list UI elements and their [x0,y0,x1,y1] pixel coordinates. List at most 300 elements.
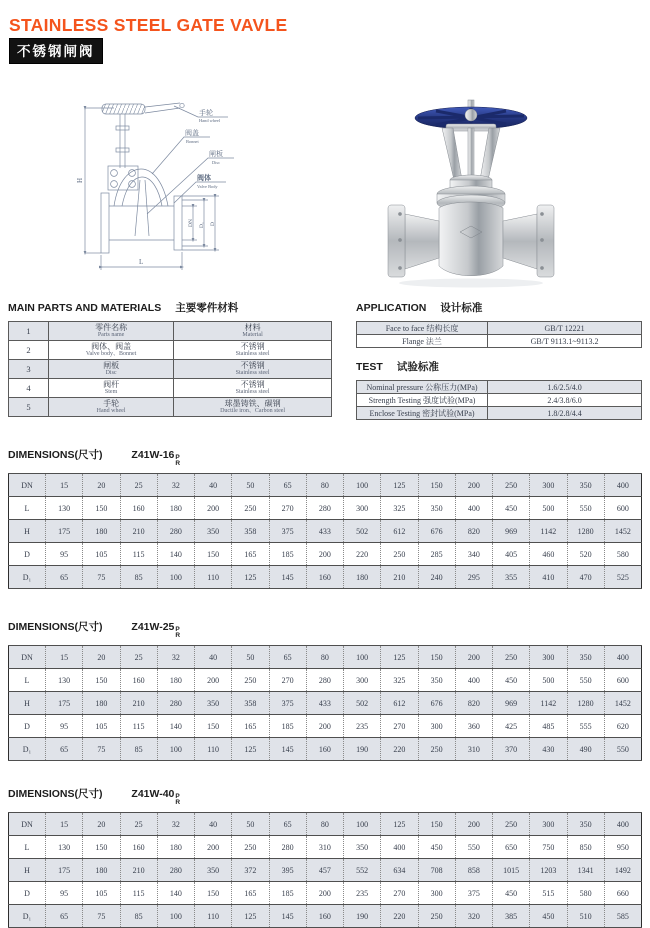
dim-row-Z41W-40-H [9,859,642,882]
parts-table-body [9,322,332,417]
dim-cell: 185 [269,543,306,566]
application-row [357,335,642,348]
dim-cell: 25 [120,474,157,497]
dim-cell: 350 [418,497,455,520]
dim-cell: 175 [46,520,83,543]
dim-cell: 969 [493,520,530,543]
dim-cell: 250 [418,905,455,928]
dim-cell: 310 [306,836,343,859]
dim-cell: 634 [381,859,418,882]
dim-row-label: D [9,543,46,566]
dim-cell: 708 [418,859,455,882]
figures-row [56,88,650,290]
dim-cell: 325 [381,669,418,692]
dim-cell: 100 [157,738,194,761]
dim-cell: 1280 [567,692,604,715]
dim-cell: 250 [381,543,418,566]
dim-cell: 115 [120,543,157,566]
dim-cell: 470 [567,566,604,589]
dim-cell: 460 [530,543,567,566]
dim-cell: 433 [306,692,343,715]
dim-cell: 50 [232,813,269,836]
dim-cell: 185 [269,715,306,738]
dim-cell: 200 [306,882,343,905]
test-row [357,394,642,407]
test-label: Strength Testing 强度试验(MPa) [357,394,488,407]
dim-cell: 200 [455,813,492,836]
dim-cell: 160 [120,497,157,520]
dim-cell: 280 [306,669,343,692]
dim-cell: 430 [530,738,567,761]
dim-cell: 1203 [530,859,567,882]
dim-cell: 105 [83,543,120,566]
dim-cell: 190 [344,905,381,928]
dim-cell: 100 [157,905,194,928]
dim-cell: 450 [530,905,567,928]
dim-cell: 80 [306,813,343,836]
dim-cell: 15 [46,646,83,669]
dim-row-Z41W-16-DN [9,474,642,497]
dim-cell: 395 [269,859,306,882]
dimensions-section-z41w-16 [8,447,642,589]
dim-row-Z41W-25-DN [9,646,642,669]
parts-cell-no: 4 [9,379,49,398]
dim-cell: 125 [381,474,418,497]
dim-cell: 250 [493,474,530,497]
dim-row-Z41W-40-D1 [9,905,642,928]
application-table-body [357,322,642,348]
parts-cell-no: 2 [9,341,49,360]
dim-row-Z41W-40-DN [9,813,642,836]
test-row [357,407,642,420]
dim-cell: 600 [604,497,641,520]
dim-cell: 32 [157,646,194,669]
dim-cell: 85 [120,905,157,928]
dim-cell: 32 [157,813,194,836]
dim-row-label: L [9,669,46,692]
dim-cell: 65 [269,813,306,836]
dim-cell: 660 [604,882,641,905]
dim-cell: 250 [418,738,455,761]
dim-cell: 130 [46,669,83,692]
dim-cell: 65 [46,738,83,761]
dim-cell: 190 [344,738,381,761]
dim-cell: 280 [157,859,194,882]
dim-cell: 550 [567,669,604,692]
drawing-label-valve-body-en: Valve Body [197,184,218,189]
dim-cell: 25 [120,813,157,836]
dim-cell: 1452 [604,692,641,715]
test-value: 1.6/2.5/4.0 [488,381,642,394]
dim-cell: 612 [381,520,418,543]
dim-cell: 100 [344,474,381,497]
dim-cell: 300 [344,669,381,692]
test-row [357,381,642,394]
dim-row-label: DN [9,474,46,497]
photo-shadow [399,279,543,288]
dim-cell: 180 [157,497,194,520]
dim-cell: 125 [381,813,418,836]
application-table [356,321,642,348]
dim-cell: 160 [120,836,157,859]
application-section-title: APPLICATION 设计标准 [356,302,483,314]
dim-cell: 145 [269,905,306,928]
parts-cell-name: 阀杆 Stem [49,379,174,398]
dim-cell: 50 [232,474,269,497]
dim-cell: 1452 [604,520,641,543]
dim-table-z41w-16 [8,473,642,589]
parts-cell-name: 阀体、阀盖 Valve body、Bonnet [49,341,174,360]
test-value: 1.8/2.8/4.4 [488,407,642,420]
dim-cell: 150 [195,882,232,905]
dim-cell: 500 [530,497,567,520]
dim-cell: 400 [604,813,641,836]
dim-cell: 858 [455,859,492,882]
dim-cell: 340 [455,543,492,566]
dim-cell: 490 [567,738,604,761]
dim-cell: 820 [455,520,492,543]
dim-cell: 350 [195,859,232,882]
drawing-dim-D: D [210,222,216,226]
dim-cell: 375 [269,692,306,715]
dim-cell: 75 [83,738,120,761]
dim-cell: 350 [195,520,232,543]
dimensions-section-z41w-25 [8,619,642,761]
drawing-label-disc-zh: 闸板 [209,150,223,158]
dim-cell: 80 [306,646,343,669]
drawing-label-bonnet-zh: 阀盖 [185,129,199,137]
valve-technical-drawing [56,88,326,290]
dim-cell: 1341 [567,859,604,882]
dim-cell: 1015 [493,859,530,882]
catalog-page [0,15,650,926]
dim-cell: 200 [306,543,343,566]
dim-cell: 612 [381,692,418,715]
dim-cell: 15 [46,474,83,497]
dim-cell: 375 [269,520,306,543]
dim-cell: 20 [83,813,120,836]
dim-cell: 210 [120,692,157,715]
dim-cell: 320 [455,905,492,928]
dim-cell: 676 [418,692,455,715]
dim-cell: 580 [567,882,604,905]
dim-cell: 110 [195,905,232,928]
dim-cell: 185 [269,882,306,905]
dim-cell: 115 [120,715,157,738]
dim-cell: 50 [232,646,269,669]
dim-cell: 950 [604,836,641,859]
dim-row-Z41W-40-L [9,836,642,859]
test-table [356,380,642,420]
dim-cell: 105 [83,715,120,738]
dim-cell: 160 [306,566,343,589]
parts-cell-no: 5 [9,398,49,417]
dimensions-title-1: DIMENSIONS(尺寸) Z41W-16 P R [8,449,181,467]
parts-cell-no: 3 [9,360,49,379]
dim-cell: 820 [455,692,492,715]
dim-row-label: DN [9,646,46,669]
dim-cell: 65 [269,646,306,669]
dim-cell: 200 [306,715,343,738]
application-label: Flange 法兰 [357,335,488,348]
dim-cell: 300 [418,715,455,738]
drawing-dim-L: L [139,258,144,266]
dim-cell: 150 [83,497,120,520]
parts-cell-material: 不锈钢 Stainless steel [174,360,332,379]
dim-row-Z41W-25-H [9,692,642,715]
dim-cell: 75 [83,905,120,928]
dim-cell: 160 [306,738,343,761]
drawing-label-hand-wheel-en: Hand wheel [199,118,221,123]
dim-cell: 270 [381,882,418,905]
dimensions-section-z41w-40 [8,786,642,928]
dim-cell: 150 [195,543,232,566]
dim-cell: 425 [493,715,530,738]
dim-cell: 150 [195,715,232,738]
dim-row-label: D [9,882,46,905]
info-section [8,300,642,420]
dim-cell: 370 [493,738,530,761]
dim-cell: 433 [306,520,343,543]
dim-cell: 300 [418,882,455,905]
dim-cell: 280 [306,497,343,520]
dim-cell: 676 [418,520,455,543]
dim-cell: 750 [530,836,567,859]
dim-cell: 110 [195,566,232,589]
parts-cell-name: 闸板 Disc [49,360,174,379]
dim-cell: 125 [232,566,269,589]
dim-cell: 20 [83,474,120,497]
drawing-label-disc-en: Disc [212,160,221,165]
drawing-label-hand-wheel-zh: 手轮 [199,109,213,117]
parts-cell-material: 材料 Material [174,322,332,341]
dim-cell: 150 [83,836,120,859]
dim-cell: 180 [344,566,381,589]
test-label: Nominal pressure 公称压力(MPa) [357,381,488,394]
dim-cell: 150 [418,474,455,497]
dim-cell: 385 [493,905,530,928]
dim-cell: 40 [195,474,232,497]
parts-row-3 [9,360,332,379]
dim-cell: 1142 [530,520,567,543]
dim-cell: 75 [83,566,120,589]
dim-cell: 550 [604,738,641,761]
dim-cell: 85 [120,566,157,589]
dim-cell: 550 [567,497,604,520]
dim-cell: 1492 [604,859,641,882]
drawing-label-bonnet-en: Bonnet [186,139,199,144]
parts-row-5 [9,398,332,417]
dim-cell: 165 [232,882,269,905]
dim-cell: 850 [567,836,604,859]
dim-row-Z41W-25-D [9,715,642,738]
dim-cell: 502 [344,520,381,543]
dim-cell: 235 [344,715,381,738]
dim-cell: 1142 [530,692,567,715]
dim-cell: 110 [195,738,232,761]
dim-cell: 410 [530,566,567,589]
dim-cell: 100 [344,813,381,836]
parts-table [8,321,332,417]
dim-row-Z41W-25-D1 [9,738,642,761]
dim-cell: 200 [455,646,492,669]
dim-cell: 250 [232,669,269,692]
dim-cell: 620 [604,715,641,738]
dim-cell: 450 [493,669,530,692]
dim-cell: 65 [46,905,83,928]
dim-row-label: D₁ [9,905,46,928]
dim-cell: 300 [530,813,567,836]
dim-cell: 140 [157,882,194,905]
parts-section-title: MAIN PARTS AND MATERIALS 主要零件材料 [8,302,239,314]
dim-cell: 125 [381,646,418,669]
dim-cell: 280 [157,520,194,543]
dim-cell: 250 [232,836,269,859]
dim-cell: 220 [381,738,418,761]
dim-row-label: H [9,520,46,543]
parts-cell-no: 1 [9,322,49,341]
application-row [357,322,642,335]
dim-cell: 100 [344,646,381,669]
drawing-dim-H: H [76,177,84,183]
dim-cell: 100 [157,566,194,589]
dim-cell: 15 [46,813,83,836]
application-value: GB/T 12221 [488,322,642,335]
parts-cell-material: 不锈钢 Stainless steel [174,341,332,360]
dim-cell: 65 [269,474,306,497]
dim-cell: 32 [157,474,194,497]
dim-table-z41w-40 [8,812,642,928]
dim-cell: 300 [530,646,567,669]
dim-cell: 160 [306,905,343,928]
dim-cell: 400 [604,474,641,497]
dim-cell: 175 [46,692,83,715]
parts-row-1 [9,322,332,341]
dim-cell: 300 [344,497,381,520]
dim-cell: 40 [195,646,232,669]
dim-cell: 175 [46,859,83,882]
test-value: 2.4/3.8/6.0 [488,394,642,407]
dim-row-label: DN [9,813,46,836]
dim-cell: 220 [344,543,381,566]
dim-cell: 325 [381,497,418,520]
test-table-body [357,381,642,420]
dim-cell: 40 [195,813,232,836]
dim-cell: 350 [567,813,604,836]
dim-cell: 280 [157,692,194,715]
dim-cell: 160 [120,669,157,692]
valve-photo [378,88,563,290]
dim-row-label: D₁ [9,738,46,761]
dim-cell: 358 [232,692,269,715]
dim-cell: 200 [195,497,232,520]
test-label: Enclose Testing 密封试验(MPa) [357,407,488,420]
dim-cell: 25 [120,646,157,669]
dim-cell: 250 [493,646,530,669]
dim-row-label: D₁ [9,566,46,589]
dim-cell: 95 [46,882,83,905]
dim-cell: 270 [269,669,306,692]
test-section-title: TEST 试验标准 [356,361,439,373]
dim-cell: 270 [269,497,306,520]
dim-cell: 300 [530,474,567,497]
dim-cell: 1280 [567,520,604,543]
dim-cell: 180 [83,520,120,543]
dim-cell: 200 [455,474,492,497]
dim-cell: 510 [567,905,604,928]
dim-cell: 65 [46,566,83,589]
page-title: STAINLESS STEEL GATE VAVLE [9,15,288,35]
dim-cell: 310 [455,738,492,761]
dim-cell: 350 [344,836,381,859]
dim-cell: 515 [530,882,567,905]
dim-cell: 450 [418,836,455,859]
drawing-label-valve-body-zh: 阀体 [197,174,211,182]
dim-cell: 140 [157,543,194,566]
dim-cell: 210 [120,520,157,543]
dim-row-Z41W-16-L [9,497,642,520]
dim-cell: 80 [306,474,343,497]
dim-row-label: H [9,692,46,715]
parts-cell-name: 零件名称 Parts name [49,322,174,341]
dim-cell: 372 [232,859,269,882]
dim-cell: 555 [567,715,604,738]
dim-cell: 969 [493,692,530,715]
dim-cell: 450 [493,882,530,905]
dim-row-Z41W-40-D [9,882,642,905]
dim-cell: 235 [344,882,381,905]
dim-cell: 552 [344,859,381,882]
dim-row-label: L [9,497,46,520]
dim-cell: 125 [232,905,269,928]
dim-cell: 285 [418,543,455,566]
dim-cell: 350 [567,474,604,497]
dim-cell: 360 [455,715,492,738]
dim-cell: 210 [381,566,418,589]
dim-cell: 145 [269,738,306,761]
dim-cell: 210 [120,859,157,882]
dim-cell: 355 [493,566,530,589]
dim-table-z41w-25 [8,645,642,761]
dim-cell: 20 [83,646,120,669]
dim-cell: 400 [455,669,492,692]
dim-cell: 200 [195,669,232,692]
dim-cell: 550 [455,836,492,859]
dim-cell: 358 [232,520,269,543]
drawing-dim-D1: D₁ [199,222,205,228]
dim-cell: 150 [83,669,120,692]
page-title-zh: 不锈钢闸阀 [9,38,103,64]
parts-cell-material: 不锈钢 Stainless steel [174,379,332,398]
dim-cell: 180 [157,836,194,859]
dim-cell: 485 [530,715,567,738]
dim-cell: 200 [195,836,232,859]
dim-cell: 270 [381,715,418,738]
dim-cell: 450 [493,497,530,520]
dim-cell: 145 [269,566,306,589]
dim-cell: 400 [455,497,492,520]
dim-cell: 520 [567,543,604,566]
dim-cell: 400 [604,646,641,669]
dim-row-label: L [9,836,46,859]
dimensions-title-2: DIMENSIONS(尺寸) Z41W-25 P R [8,621,181,639]
application-value: GB/T 9113.1~9113.2 [488,335,642,348]
dim-cell: 280 [269,836,306,859]
dim-cell: 350 [418,669,455,692]
dim-cell: 295 [455,566,492,589]
dim-cell: 400 [381,836,418,859]
dim-cell: 115 [120,882,157,905]
